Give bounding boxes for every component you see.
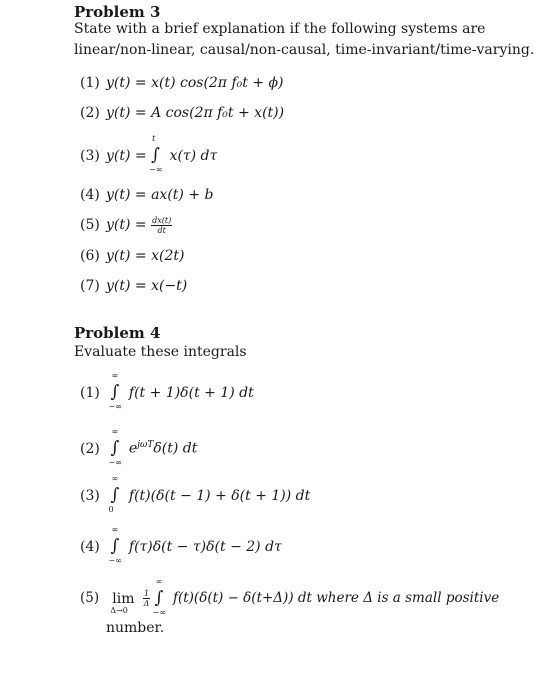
integrand: x(τ) dτ [169,148,218,164]
integrand-rest: δ(t) dt [153,440,198,457]
integral-lower-limit: −∞ [152,607,167,617]
problem-4-prompt: Evaluate these integrals [74,344,247,360]
p4-item-4 [80,525,282,565]
limit-word: lim [112,590,135,607]
integral-upper-limit: t [152,134,156,143]
integral-sign: ∫ ∞ −∞ [108,371,122,411]
equation-lhs: y(t) = [106,217,147,233]
integral-sign: ∫ ∞ −∞ [152,576,167,617]
integral-upper-limit: ∞ [111,474,119,483]
integrand: f(t)(δ(t) − δ(t+Δ)) dt where Δ is a small positive [172,590,500,606]
item-number: (3) [80,488,100,504]
equation-lhs: y(t) = [106,148,147,164]
integrand: f(τ)δ(t − τ)δ(t − 2) dτ [128,539,282,555]
equation: y(t) = ax(t) + b [106,187,214,203]
limit-subscript: Δ→0 [110,605,128,615]
derivative-fraction [151,216,172,235]
item-number: (3) [80,148,100,164]
item-number: (2) [80,105,100,121]
p4-item-3 [80,474,311,514]
fraction-numerator: dx(t) [152,215,172,225]
integrand-base: e [128,440,138,457]
problem-3-heading: Problem 3 [74,3,161,21]
scale-fraction [143,589,151,608]
integral-upper-limit: ∞ [111,525,119,534]
p4-item-2 [80,426,198,467]
problem-3-prompt: State with a brief explanation if the following systems are linear/non-linear, causal/non-causal, time-invariant/time-varying. [74,21,535,58]
integrand: f(t)(δ(t − 1) + δ(t + 1)) dt [128,488,311,504]
item-number: (6) [80,248,100,264]
item-number: (1) [80,385,100,401]
item-number: (5) [80,217,100,233]
equation: y(t) = x(2t) [106,248,185,264]
integral-upper-limit: ∞ [155,576,163,586]
p4-item-5-continuation: number. [106,620,165,636]
item-number: (2) [80,440,100,457]
integral-sign: ∫ ∞ 0 [108,474,120,514]
integral-lower-limit: −∞ [108,457,122,467]
fraction-denominator: Δ [143,599,150,608]
item-number: (4) [80,539,100,555]
integral-lower-limit: −∞ [108,402,122,411]
p3-item-2 [80,103,284,123]
integrand-exponent: jωT [137,440,154,450]
fraction-numerator: 1 [143,589,150,598]
item-number: (4) [80,187,100,203]
p4-item-1 [80,371,254,411]
p3-item-1 [80,73,284,93]
p3-item-3 [80,134,218,174]
equation: y(t) = x(−t) [106,278,188,294]
integral-sign: ∫ ∞ −∞ [108,426,122,467]
integrand: f(t + 1)δ(t + 1) dt [128,385,254,401]
integral-upper-limit: ∞ [111,426,119,436]
integral-lower-limit: −∞ [108,556,122,565]
integral-sign: ∫ ∞ −∞ [108,525,122,565]
integral-lower-limit: 0 [108,505,114,514]
integral-lower-limit: −∞ [149,165,163,174]
item-number: (7) [80,278,100,294]
fraction-denominator: dt [157,225,166,235]
equation: y(t) = A cos(2π f₀t + x(t)) [106,105,285,121]
p3-item-7 [80,276,187,296]
p3-item-4 [80,185,213,205]
equation: y(t) = x(t) cos(2π f₀t + ϕ) [106,75,284,91]
limit-operator [110,589,138,615]
integral-sign: ∫ t −∞ [149,134,163,174]
item-number: (1) [80,75,100,91]
p3-item-5 [80,215,172,235]
item-number: (5) [80,590,100,606]
problem-4-heading: Problem 4 [74,324,161,342]
integral-upper-limit: ∞ [111,371,119,380]
p4-item-5 [80,576,500,617]
p3-item-6 [80,246,184,266]
